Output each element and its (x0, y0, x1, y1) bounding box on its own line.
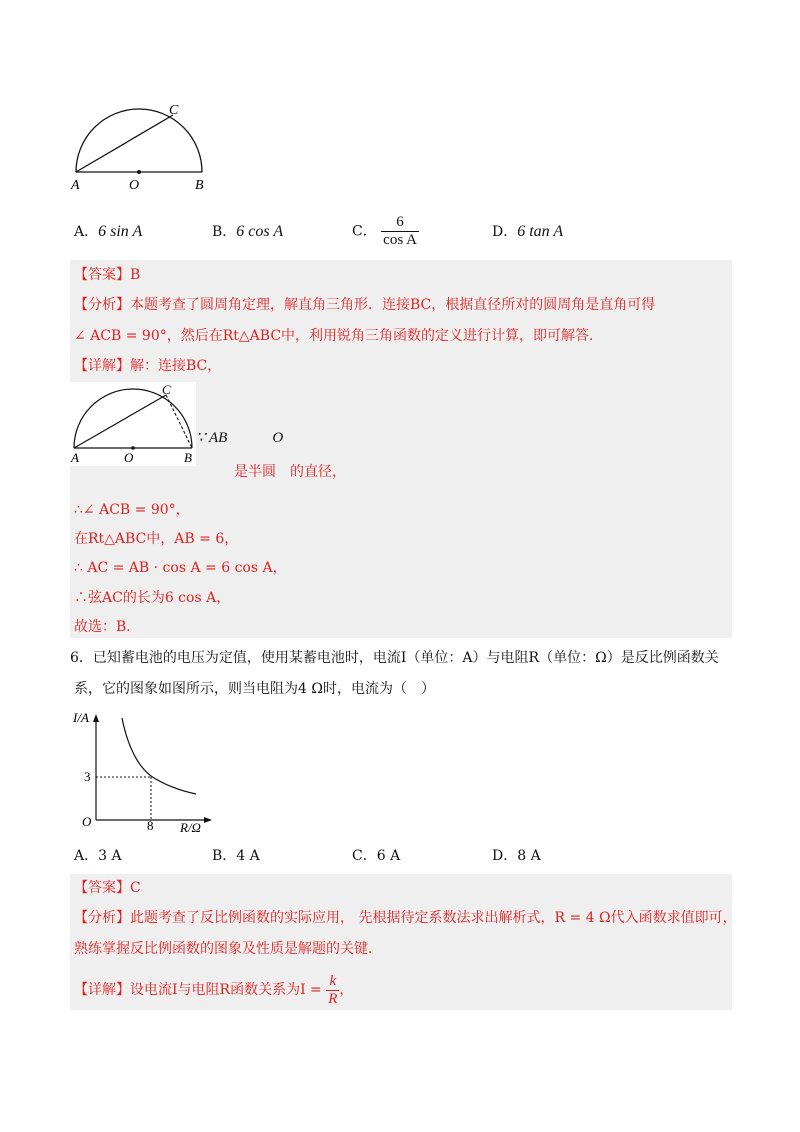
q5-option-c (352, 214, 419, 249)
option-text: 6 A (376, 848, 401, 864)
q6-question-line2: 系，它的图象如图所示，则当电阻为4 Ω时，电流为（ ） (74, 681, 435, 697)
option-label: C． (352, 848, 377, 864)
q6-option-d (492, 846, 541, 866)
semicircle-figure-with-bc (70, 382, 196, 466)
q5-option-d (492, 222, 563, 242)
x-axis-arrow (204, 817, 212, 823)
y-axis-arrow (93, 714, 99, 722)
q5-step-3: ∴ AC = AB · cos A = 6 cos A， (74, 560, 287, 576)
option-text: 4 A (236, 848, 260, 864)
q6-detail-text: 【详解】设电流I与电阻R函数关系为I = (74, 982, 322, 998)
q6-option-a (74, 846, 122, 866)
hyperbola-curve (122, 718, 196, 794)
label-a: A (71, 450, 79, 465)
label-c: C (169, 103, 179, 118)
option-text: 6 sin A (98, 223, 143, 240)
option-label: D． (492, 848, 518, 864)
option-label: C． (352, 223, 377, 240)
label-b: B (184, 450, 192, 465)
q5-step-2: 在Rt△ABC中，AB = 6， (74, 531, 239, 547)
q5-step-5: 故选：B． (74, 619, 141, 635)
option-text: 6 cos A (236, 223, 284, 240)
option-label: B． (212, 224, 237, 240)
y-axis-label: I/A (73, 710, 89, 725)
center-point (137, 170, 141, 174)
q5-detail-fig-text2: 是半圆 的直径， (234, 464, 346, 480)
q6-question-line1: 6．已知蓄电池的电压为定值，使用某蓄电池时，电流I（单位：A）与电阻R（单位：Ω）是反比例函数关 (70, 650, 719, 666)
fraction-denominator: cos A (383, 232, 417, 248)
x-tick-8: 8 (147, 818, 154, 833)
q6-analysis-line2: 熟练掌握反比例函数的图象及性质是解题的关键． (74, 941, 382, 957)
fraction (326, 973, 339, 1008)
option-label: A． (74, 224, 99, 240)
y-tick-3: 3 (84, 769, 91, 784)
fraction-numerator: k (326, 973, 339, 991)
q6-detail (74, 972, 353, 1008)
option-label: A． (74, 848, 99, 864)
semicircle-figure (70, 100, 220, 195)
q5-options (74, 214, 674, 252)
option-text: 6 tan A (517, 223, 564, 240)
chord-ac (74, 395, 166, 448)
q6-detail-end: ， (339, 982, 354, 998)
semicircle-arc (76, 109, 202, 172)
q5-answer: 【答案】B (74, 267, 141, 283)
q5-option-b (212, 222, 283, 242)
q5-step-1: ∴∠ ACB = 90°， (74, 502, 190, 518)
q5-option-a (74, 222, 142, 242)
q5-step-4: ∴弦AC的长为6 cos A， (74, 590, 231, 606)
q6-answer: 【答案】C (74, 880, 141, 896)
q5-detail-head: 【详解】解：连接BC， (74, 358, 222, 374)
label-o: O (124, 450, 134, 465)
q5-analysis-line1: 【分析】本题考查了圆周角定理，解直角三角形．连接BC，根据直径所对的圆周角是直角可得 (74, 297, 656, 313)
label-a: A (71, 178, 80, 193)
label-c: C (162, 382, 171, 397)
option-label: D． (492, 224, 518, 240)
q6-option-c (352, 846, 400, 866)
label-b: B (195, 178, 204, 193)
q6-analysis-line1: 【分析】此题考查了反比例函数的实际应用， 先根据待定系数法求出解析式，R = 4 Ω代入函数求值即可， (74, 910, 737, 926)
origin-label: O (82, 814, 92, 829)
q6-option-b (212, 846, 260, 866)
option-label: B． (212, 848, 237, 864)
option-text: 3 A (98, 848, 122, 864)
chord-ac (76, 115, 173, 172)
q5-detail-fig-text1: ∵ AB O (196, 430, 284, 446)
fraction-denominator: R (328, 990, 338, 1007)
label-o: O (129, 178, 140, 193)
option-text: 8 A (517, 848, 541, 864)
semicircle-arc (74, 389, 192, 448)
x-axis-label: R/Ω (180, 820, 201, 835)
fraction (381, 214, 419, 249)
inverse-function-graph (70, 708, 220, 836)
q6-options (74, 846, 674, 868)
dashed-bc (166, 395, 192, 448)
q5-analysis-line2: ∠ ACB = 90°，然后在Rt△ABC中，利用锐角三角函数的定义进行计算，即可解答． (74, 328, 604, 344)
fraction-numerator: 6 (381, 214, 419, 232)
